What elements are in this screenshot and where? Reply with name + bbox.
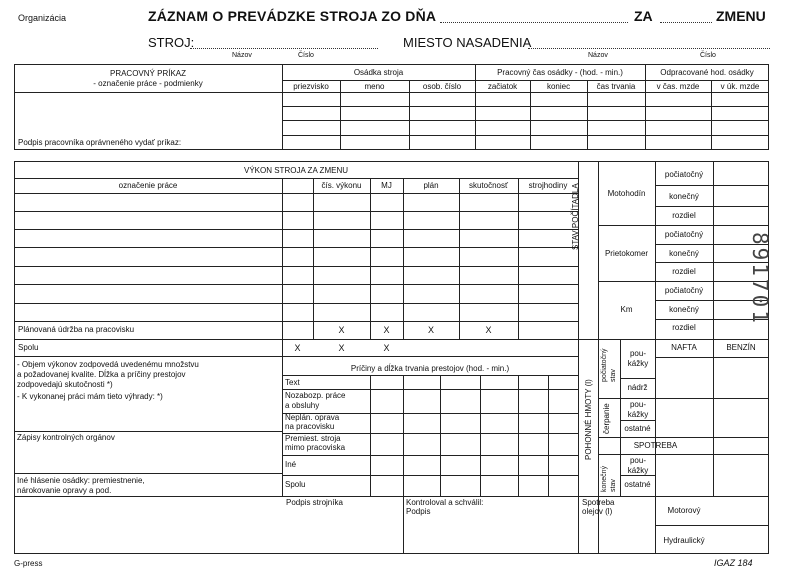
motohodin-rozdiel: rozdiel xyxy=(672,211,696,220)
prietokomer-rozdiel: rozdiel xyxy=(672,267,696,276)
machine-field[interactable] xyxy=(190,48,378,49)
prikaz-subtitle: - označenie práce - podmienky xyxy=(93,79,203,88)
zmenu-label: ZMENU xyxy=(716,8,766,24)
text-label: Text xyxy=(285,378,300,387)
pociatocny-stav-vertical: počiatočný stav xyxy=(601,348,617,382)
premiest-line-1: Premiest. stroja xyxy=(285,434,341,443)
poukazky-2: pou-kážky xyxy=(627,400,649,419)
prietokomer-pociatocny: počiatočný xyxy=(664,230,704,239)
neplan-line-2: na pracovisku xyxy=(285,422,335,431)
x-mark: X xyxy=(294,343,301,353)
form-title: ZÁZNAM O PREVÁDZKE STROJA ZO DŇA xyxy=(148,8,437,24)
x-mark: X xyxy=(485,325,492,335)
neplan-line-1: Neplán. oprava xyxy=(285,413,340,422)
serial-number: 891701 xyxy=(748,232,772,326)
ine-hlasenie-line-1: Iné hlásenie osádky: premiestnenie, xyxy=(17,476,145,485)
nozabez-line-2: a obsluhy xyxy=(285,401,320,410)
spotreba-olejov-line-2: olejov (l) xyxy=(582,507,613,516)
spotreba-label: SPOTREBA xyxy=(633,441,678,450)
meno-header: meno xyxy=(364,82,385,91)
planovana-udrzba-label: Plánovaná údržba na pracovisku xyxy=(18,325,135,334)
podpis-label: Podpis xyxy=(406,507,431,516)
x-mark: X xyxy=(338,325,345,335)
km-rozdiel: rozdiel xyxy=(672,323,696,332)
x-mark: X xyxy=(427,325,434,335)
kontroloval-label: Kontroloval a schválil: xyxy=(406,498,484,507)
note-line-4: - K vykonanej práci mám tieto výhrady: *) xyxy=(17,392,163,401)
shift-field[interactable] xyxy=(660,22,712,23)
hydraulicky-label: Hydraulický xyxy=(663,536,705,545)
note-line-3: zodpovedajú skutočnosti *) xyxy=(17,380,113,389)
mj-header: MJ xyxy=(381,181,392,190)
poukazky-1: pou-kážky xyxy=(627,349,649,368)
form-code: IGAZ 184 xyxy=(714,558,753,568)
priciny-spolu-label: Spolu xyxy=(285,480,306,489)
km-konecny: konečný xyxy=(669,305,699,314)
miesto-cislo-caption: Číslo xyxy=(700,52,716,59)
nadrz-label: nádrž xyxy=(627,383,648,392)
miesto-nazov-caption: Názov xyxy=(588,52,608,59)
zaciatok-header: začiatok xyxy=(487,82,518,91)
stroj-nazov-caption: Názov xyxy=(232,52,252,59)
vykon-title: VÝKON STROJA ZA ZMENU xyxy=(243,166,348,175)
miesto-label: MIESTO NASADENIA xyxy=(403,35,532,50)
strojhodiny-header: strojhodiny xyxy=(528,181,568,190)
podpis-strojnika-label: Podpis strojníka xyxy=(286,498,343,507)
osob-cislo-header: osob. číslo xyxy=(422,82,462,91)
ostatne-label-1: ostatné xyxy=(624,424,651,433)
premiest-line-2: mimo pracoviska xyxy=(285,443,346,452)
x-mark: X xyxy=(383,343,390,353)
spolu-label: Spolu xyxy=(18,343,39,352)
nozabez-line-1: Nozabozp. práce xyxy=(285,391,346,400)
odprac-header: Odpracované hod. osádky xyxy=(660,68,754,77)
pohonne-hmoty-vertical: POHONNÉ HMOTY (l) xyxy=(584,379,593,460)
prikaz-title: PRACOVNÝ PRÍKAZ xyxy=(109,69,186,78)
podpis-prikaz-label: Podpis pracovníka oprávneného vydať príkaz: xyxy=(18,138,182,147)
plan-header: plán xyxy=(423,181,439,190)
poukazky-3: pou-kážky xyxy=(627,456,649,475)
motohodin-pociatocny: počiatočný xyxy=(664,170,704,179)
x-mark: X xyxy=(383,325,390,335)
km-label: Km xyxy=(620,305,633,314)
priezvisko-header: priezvisko xyxy=(293,82,329,91)
vuk-header: v úk. mzde xyxy=(720,82,760,91)
konecny-stav-vertical: konečný stav xyxy=(601,465,617,492)
km-pociatocny: počiatočný xyxy=(664,286,704,295)
koniec-header: koniec xyxy=(546,82,571,91)
stroj-cislo-caption: Číslo xyxy=(298,52,314,59)
g-press-label: G-press xyxy=(14,559,43,568)
cas-header: Pracovný čas osádky - (hod. - min.) xyxy=(497,68,623,77)
cis-vykonu-header: čís. výkonu xyxy=(321,181,362,190)
ostatne-label-2: ostatné xyxy=(624,480,651,489)
spotreba-olejov-line-1: Spotreba xyxy=(582,498,615,507)
priciny-title: Príčiny a dĺžka trvania prestojov (hod. - min.) xyxy=(350,364,510,373)
trvania-header: čas trvania xyxy=(596,82,636,91)
benzin-header: BENZÍN xyxy=(726,343,756,352)
prietokomer-konecny: konečný xyxy=(669,249,699,258)
x-mark: X xyxy=(338,343,345,353)
oznacenie-header: označenie práce xyxy=(118,181,178,190)
note-line-2: a požadovanej kvalite. Dĺžka a príčiny prestojov xyxy=(17,370,186,379)
motohodin-konecny: konečný xyxy=(669,192,699,201)
stroj-label: STROJ: xyxy=(148,35,195,50)
ine-label: Iné xyxy=(285,460,297,469)
motohodin-label: Motohodín xyxy=(607,189,646,198)
location-field[interactable] xyxy=(528,48,770,49)
date-field[interactable] xyxy=(440,22,628,23)
skutocnost-header: skutočnosť xyxy=(468,181,509,190)
cerpanie-vertical: čerpanie xyxy=(602,403,611,434)
vcas-header: v čas. mzde xyxy=(656,82,700,91)
organization-label: Organizácia xyxy=(18,13,67,23)
za-label: ZA xyxy=(634,8,653,24)
note-line-1: - Objem výkonov zodpovedá uvedenému množstvu xyxy=(17,360,199,369)
prietokomer-label: Prietokomer xyxy=(604,249,649,258)
motorovy-label: Motorový xyxy=(667,506,701,515)
zapisy-label: Zápisy kontrolných orgánov xyxy=(17,433,115,442)
stav-pocitadla-vertical: STAV POČÍTADLA xyxy=(571,183,580,250)
ine-hlasenie-line-2: nárokovanie opravy a pod. xyxy=(17,486,112,495)
osadka-header: Osádka stroja xyxy=(353,68,404,77)
nafta-header: NAFTA xyxy=(671,343,697,352)
